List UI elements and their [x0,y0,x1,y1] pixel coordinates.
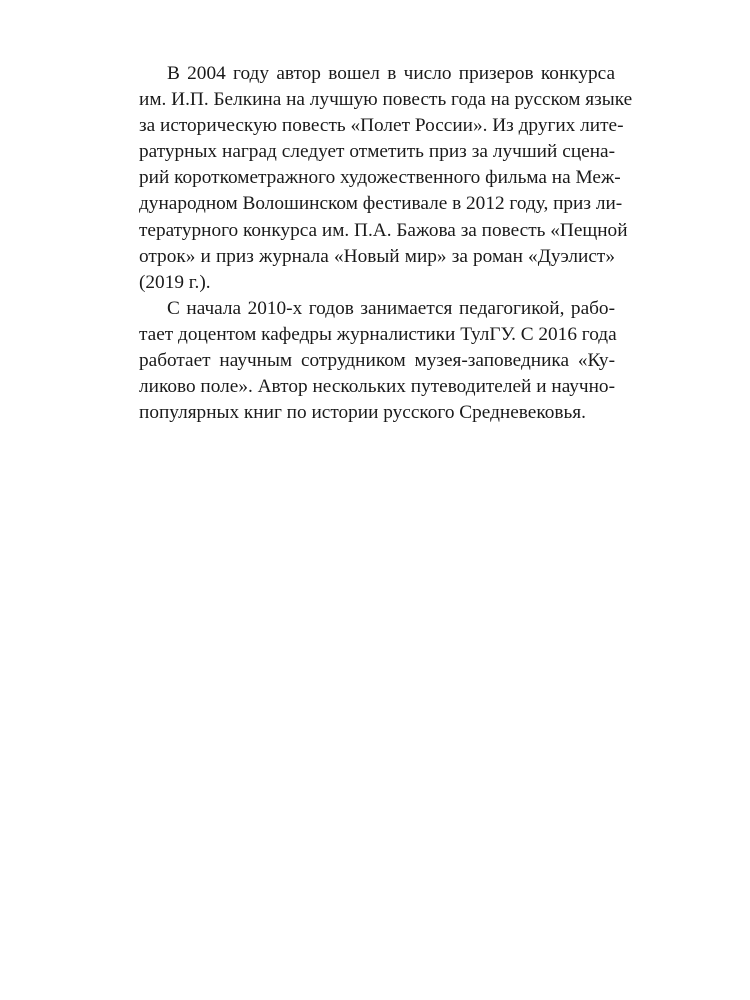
text-line: популярных книг по истории русского Средневековья. [139,402,586,424]
text-line: ратурных наград следует отметить приз за лучший сцена- [139,141,615,163]
text-line: отрок» и приз журнала «Новый мир» за роман «Дуэлист» [139,245,615,267]
body-text [139,61,633,426]
text-line: ликово поле». Автор нескольких путеводителей и научно- [139,376,615,398]
text-line: рий короткометражного художественного фильма на Меж- [139,167,621,189]
text-line: тературного конкурса им. П.А. Бажова за повесть «Пещной [139,219,628,241]
paragraph-career [139,296,615,426]
text-line: тает доцентом кафедры журналистики ТулГУ. С 2016 года [139,323,617,345]
text-line: за историческую повесть «Полет России». Из других лите- [139,115,624,137]
text-line: работает научным сотрудником музея-заповедника «Ку- [139,350,615,372]
text-line: С начала 2010-х годов занимается педагогикой, рабо- [167,297,615,319]
paragraph-awards [139,61,633,296]
text-line: им. И.П. Белкина на лучшую повесть года на русском языке [139,89,633,111]
text-line: В 2004 году автор вошел в число призеров конкурса [167,63,615,84]
text-line: (2019 г.). [139,271,211,293]
text-line: дународном Волошинском фестивале в 2012 году, приз ли- [139,193,623,215]
